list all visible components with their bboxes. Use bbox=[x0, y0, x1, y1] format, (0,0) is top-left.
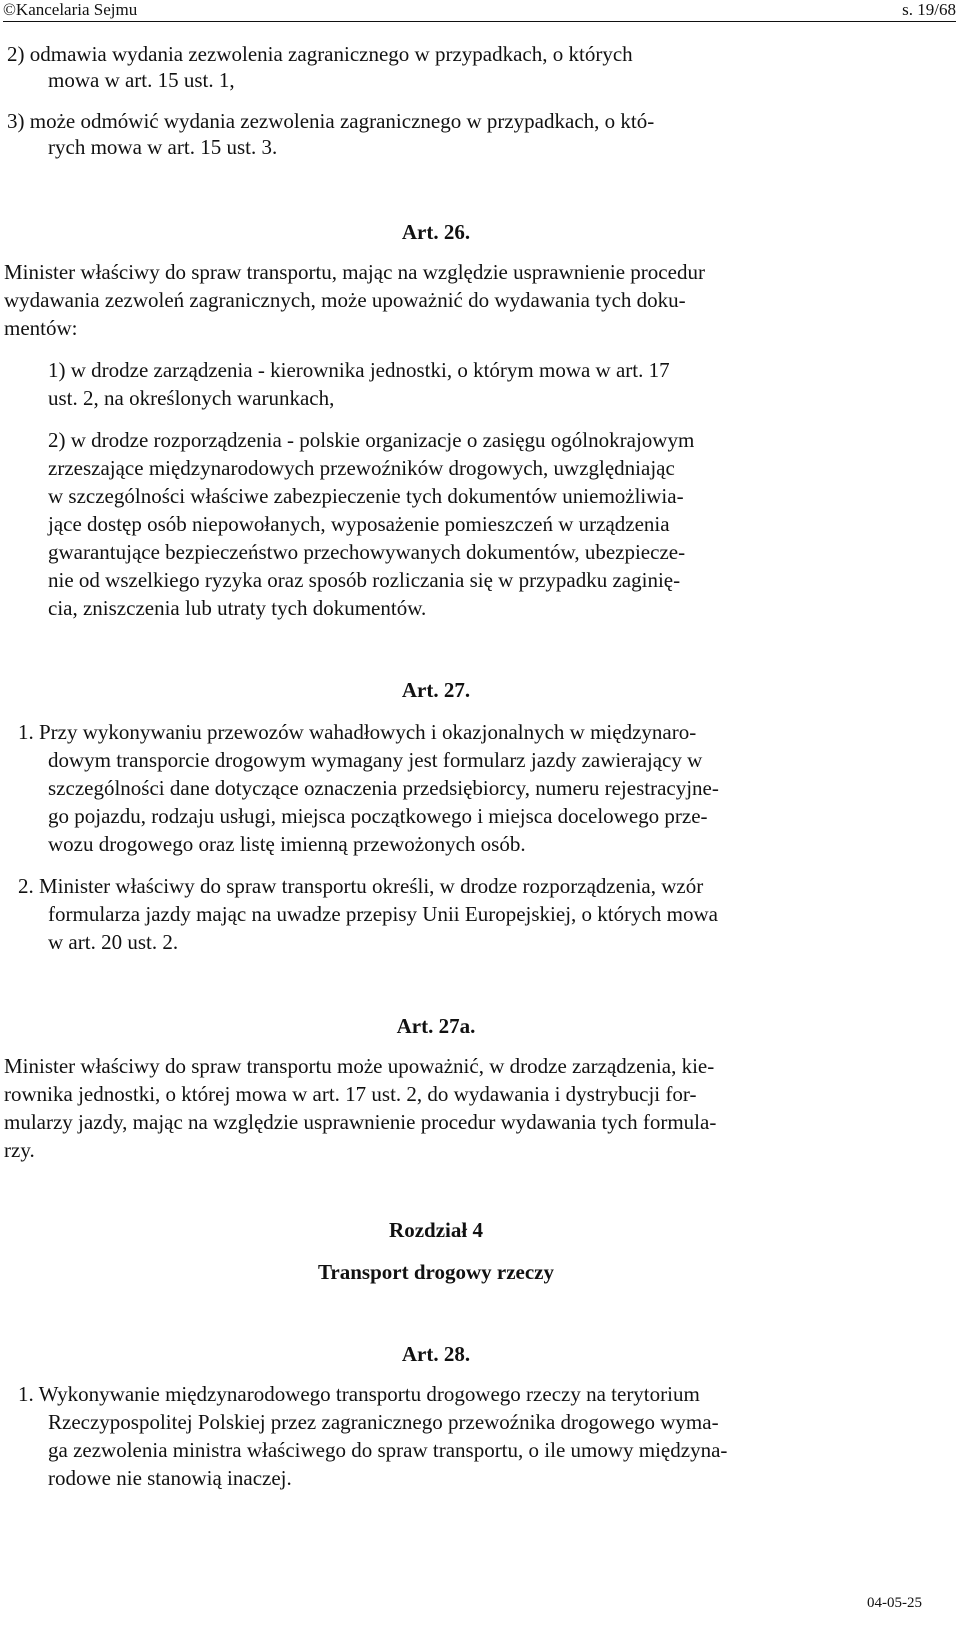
text-line: dowym transporcie drogowym wymagany jest formularz jazdy zawierający w bbox=[48, 748, 703, 772]
text-line: cia, zniszczenia lub utraty tych dokumentów. bbox=[48, 596, 427, 620]
text-line: ust. 2, na określonych warunkach, bbox=[48, 386, 335, 410]
article-heading: Art. 27a. bbox=[396, 1014, 476, 1038]
text-line: wydawania zezwoleń zagranicznych, może upoważnić do wydawania tych doku- bbox=[4, 288, 686, 312]
text-line: nie od wszelkiego ryzyka oraz sposób rozliczania się w przypadku zaginię- bbox=[48, 568, 681, 592]
text-line: w szczególności właściwe zabezpieczenie tych dokumentów uniemożliwia- bbox=[48, 484, 684, 508]
text-line: Rzeczypospolitej Polskiej przez zagranicznego przewoźnika drogowego wyma- bbox=[48, 1410, 719, 1434]
text-line: 2) odmawia wydania zezwolenia zagranicznego w przypadkach, o których bbox=[7, 42, 633, 66]
text-line: Minister właściwy do spraw transportu, mając na względzie usprawnienie procedur bbox=[4, 260, 705, 284]
article-heading: Art. 28. bbox=[401, 1342, 471, 1366]
text-line: go pojazdu, rodzaju usługi, miejsca początkowego i miejsca docelowego prze- bbox=[48, 804, 708, 828]
text-line: rych mowa w art. 15 ust. 3. bbox=[48, 135, 278, 159]
article-heading: Art. 26. bbox=[401, 220, 471, 244]
text-line: wozu drogowego oraz listę imienną przewożonych osób. bbox=[48, 832, 526, 856]
text-line: formularza jazdy mając na uwadze przepisy Unii Europejskiej, o których mowa bbox=[48, 902, 719, 926]
text-line: mowa w art. 15 ust. 1, bbox=[48, 68, 235, 92]
text-line: 1. Przy wykonywaniu przewozów wahadłowych i okazjonalnych w międzynaro- bbox=[18, 720, 697, 744]
text-line: gwarantujące bezpieczeństwo przechowywanych dokumentów, ubezpiecze- bbox=[48, 540, 686, 564]
text-line: szczególności dane dotyczące oznaczenia przedsiębiorcy, numeru rejestracyjne- bbox=[48, 776, 719, 800]
text-line: zrzeszające międzynarodowych przewoźników drogowych, uwzględniając bbox=[48, 456, 675, 480]
text-line: rodowe nie stanowią inaczej. bbox=[48, 1466, 292, 1490]
text-line: 1. Wykonywanie międzynarodowego transportu drogowego rzeczy na terytorium bbox=[18, 1382, 700, 1406]
text-line: mentów: bbox=[4, 316, 78, 340]
text-line: jące dostęp osób niepowołanych, wyposażenie pomieszczeń w urządzenia bbox=[48, 512, 670, 536]
header-divider bbox=[3, 21, 956, 22]
text-line: rownika jednostki, o której mowa w art. 17 ust. 2, do wydawania i dystrybucji for- bbox=[4, 1082, 697, 1106]
text-line: Minister właściwy do spraw transportu może upoważnić, w drodze zarządzenia, kie- bbox=[4, 1054, 715, 1078]
copyright-text: ©Kancelaria Sejmu bbox=[3, 0, 138, 19]
article-heading: Art. 27. bbox=[401, 678, 471, 702]
text-line: w art. 20 ust. 2. bbox=[48, 930, 179, 954]
text-line: 1) w drodze zarządzenia - kierownika jednostki, o którym mowa w art. 17 bbox=[48, 358, 670, 382]
text-line: rzy. bbox=[4, 1138, 35, 1162]
footer-date: 04-05-25 bbox=[867, 1595, 922, 1611]
text-line: ga zezwolenia ministra właściwego do spraw transportu, o ile umowy międzyna- bbox=[48, 1438, 728, 1462]
text-line: 2) w drodze rozporządzenia - polskie organizacje o zasięgu ogólnokrajowym bbox=[48, 428, 695, 452]
text-line: mularzy jazdy, mając na względzie usprawnienie procedur wydawania tych formula- bbox=[4, 1110, 717, 1134]
chapter-heading: Rozdział 4 bbox=[389, 1218, 483, 1242]
text-line: 3) może odmówić wydania zezwolenia zagranicznego w przypadkach, o któ- bbox=[7, 109, 655, 133]
page-number: s. 19/68 bbox=[902, 0, 956, 19]
chapter-title: Transport drogowy rzeczy bbox=[317, 1260, 554, 1284]
text-line: 2. Minister właściwy do spraw transportu określi, w drodze rozporządzenia, wzór bbox=[18, 874, 704, 898]
